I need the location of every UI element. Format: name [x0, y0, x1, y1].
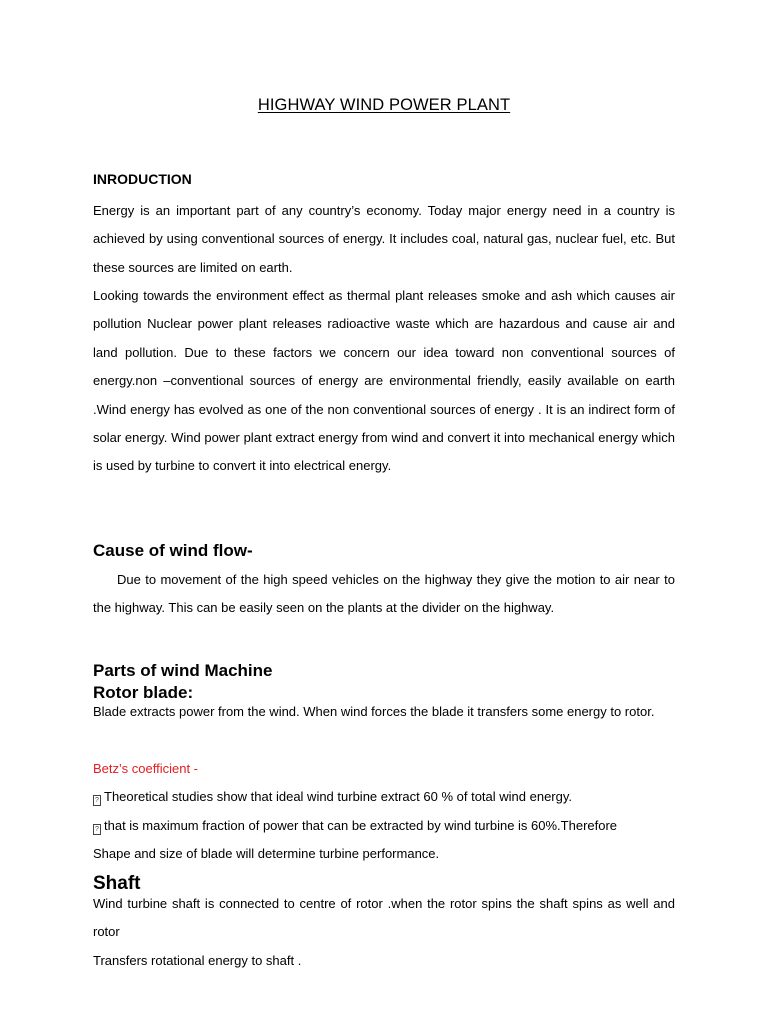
- rotor-blade-heading: Rotor blade:: [93, 683, 194, 702]
- shaft-paragraph-2: Transfers rotational energy to shaft .: [93, 953, 302, 968]
- betz-bullet-continuation: Shape and size of blade will determine turbine performance.: [93, 846, 440, 861]
- cause-paragraph: Due to movement of the high speed vehicles on the highway they give the motion to air near to the highway. This can be easily seen on the plants at the divider on the highway.: [93, 572, 675, 616]
- betz-bullet-2: [93, 812, 675, 840]
- shaft-paragraph: Wind turbine shaft is connected to centre of rotor .when the rotor spins the shaft spins as well and rotor: [93, 896, 675, 940]
- betz-coefficient-label: Betz’s coefficient -: [93, 761, 199, 776]
- missing-glyph-icon: ?: [93, 824, 101, 835]
- document-title: HIGHWAY WIND POWER PLANT: [257, 96, 511, 114]
- betz-bullet-1-text: Theoretical studies show that ideal wind turbine extract 60 % of total wind energy.: [104, 789, 573, 804]
- introduction-paragraph-2: Looking towards the environment effect as thermal plant releases smoke and ash which causes air pollution Nuclear power plant releases radioactive waste which are hazardous and cause air and land pollution. Due to these factors we concern our idea toward non conventional sources of energy.non –conventional sources of energy are environmental friendly, easily available on earth .Wind energy has evolved as one of the non conventional sources of energy . It is an indirect form of solar energy. Wind power plant extract energy from wind and convert it into mechanical energy which is used by turbine to convert it into electrical energy.: [93, 288, 675, 474]
- cause-heading: Cause of wind flow-: [93, 541, 253, 560]
- parts-heading: Parts of wind Machine: [93, 661, 273, 680]
- betz-bullet-1: [93, 783, 675, 811]
- betz-bullet-2-text: that is maximum fraction of power that can be extracted by wind turbine is 60%.Therefore: [104, 818, 618, 833]
- shaft-heading: Shaft: [93, 873, 141, 894]
- introduction-heading: INRODUCTION: [93, 171, 192, 187]
- missing-glyph-icon: ?: [93, 795, 101, 806]
- rotor-blade-paragraph: Blade extracts power from the wind. When wind forces the blade it transfers some energy to rotor.: [93, 704, 655, 719]
- introduction-paragraph-1: Energy is an important part of any country’s economy. Today major energy need in a country is achieved by using conventional sources of energy. It includes coal, natural gas, nuclear fuel, etc. But these sources are limited on earth.: [93, 203, 675, 275]
